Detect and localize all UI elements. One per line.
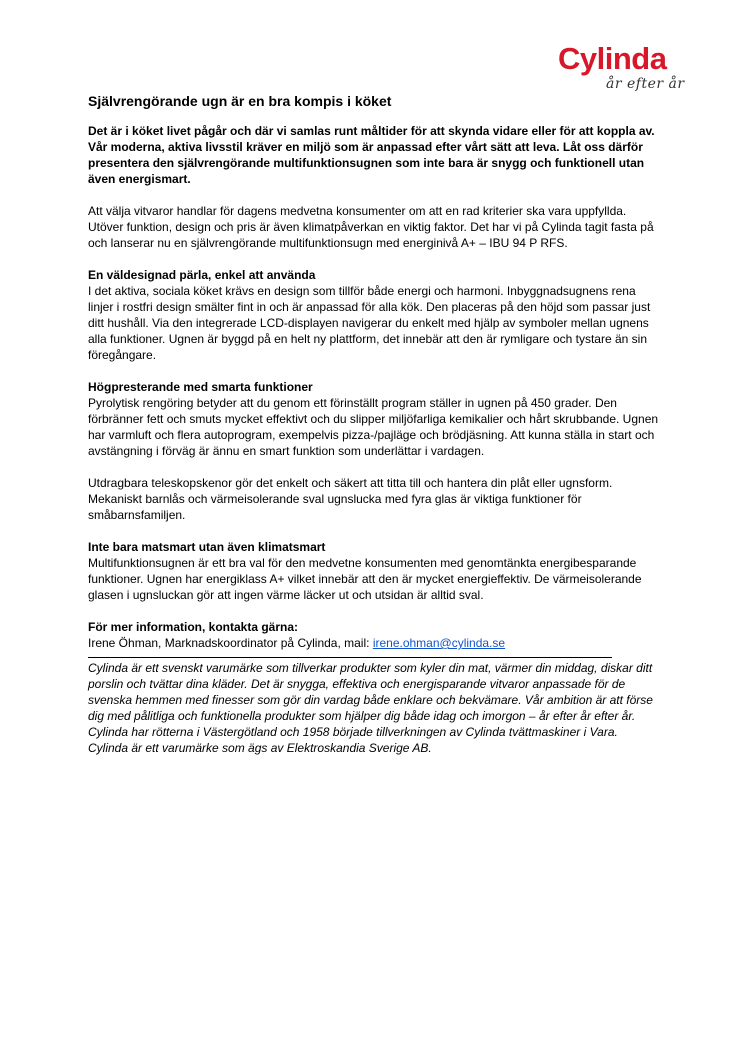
section3-body: Multifunktionsugnen är ett bra val för den medvetne konsumenten med genomtänkta energibesparande funktioner. Ugnen har energiklass A+ vilket innebär att den är mycket energieffektiv. De värmeisolerande glasen i ugnsluckan gör att ingen värme läcker ut och utsidan är alltid sval.	[88, 556, 642, 602]
contact-email-link[interactable]: irene.ohman@cylinda.se	[372, 636, 506, 650]
section1-body: I det aktiva, sociala köket krävs en design som tillför både energi och harmoni. Inbyggnadsugnens rena linjer i rostfri design smälter fint in och är anpassad för alla kök. Den placeras på den höjd som passar just ditt hushåll. Via den integrerade LCD-displayen navigerar du enkelt med hjälp av symboler mellan ugnens alla funktioner. Ugnen är byggd på en helt ny plattform, det innebär att den är rymligare och tystare än sin föregångare.	[88, 284, 651, 362]
contact-text: Irene Öhman, Marknadskoordinator på Cylinda, mail:	[88, 636, 373, 650]
section2-body: Pyrolytisk rengöring betyder att du genom ett förinställt program ställer in ugnen på 450 grader. Den förbränner fett och smuts mycket effektivt och du slipper miljöfarliga kemikalier och hårt skrubbande. Ugnen har varmluft och flera autoprogram, exempelvis pizza-/pajläge och brödjäsning. Att kunna ställa in start och avstängning i förväg är ännu en smart funktion som underlättar i vardagen.	[88, 396, 659, 458]
section2-heading: Högpresterande med smarta funktioner	[88, 380, 313, 394]
section2-body2: Utdragbara teleskopskenor gör det enkelt och säkert att titta till och hantera din plåt eller ugnsform. Mekaniskt barnlås och värmeisolerande sval ugnslucka med fyra glas är viktiga funktioner för småbarnsfamiljen.	[88, 476, 613, 522]
intro-paragraph: Att välja vitvaror handlar för dagens medvetna konsumenter om att en rad kriterier ska vara uppfyllda. Utöver funktion, design och pris är även klimatpåverkan en viktig faktor. Det har vi på Cylinda tagit fasta på och lanserar nu en självrengörande multifunktionsugn med energinivå A+ – IBU 94 P RFS.	[88, 204, 654, 250]
article	[88, 92, 660, 756]
logo-tagline: år efter år	[606, 76, 685, 92]
section1-heading: En väldesignad pärla, enkel att använda	[88, 268, 316, 282]
logo-wordmark: Cylinda	[558, 41, 667, 76]
contact-heading: För mer information, kontakta gärna:	[88, 620, 299, 634]
section3-heading: Inte bara matsmart utan även klimatsmart	[88, 540, 326, 554]
page-title: Självrengörande ugn är en bra kompis i köket	[88, 93, 392, 109]
footer-divider	[88, 657, 612, 658]
cylinda-logo	[558, 42, 708, 98]
contact-line	[88, 635, 660, 651]
company-boilerplate: Cylinda är ett svenskt varumärke som tillverkar produkter som kyler din mat, värmer din middag, diskar ditt porslin och tvättar dina kläder. Det är snygga, effektiva och energisparande vitvaror anpassade för de svenska hemmen med finesser som gör din vardag både enklare och bekvämare. Vår ambition är att förse dig med pålitliga och funktionella produkter som hjälper dig både idag och imorgon – år efter år efter år. Cylinda har rötterna i Västergötland och 1958 började tillverkningen av Cylinda tvättmaskiner i Vara. Cylinda är ett varumärke som ägs av Elektroskandia Sverige AB.	[88, 661, 653, 755]
lead-paragraph: Det är i köket livet pågår och där vi samlas runt måltider för att skynda vidare eller för att koppla av. Vår moderna, aktiva livsstil kräver en miljö som är anpassad efter vårt sätt att leva. Låt oss därför presentera den självrengörande multifunktionsugnen som inte bara är snygg och funktionell utan även energismart.	[88, 124, 655, 186]
